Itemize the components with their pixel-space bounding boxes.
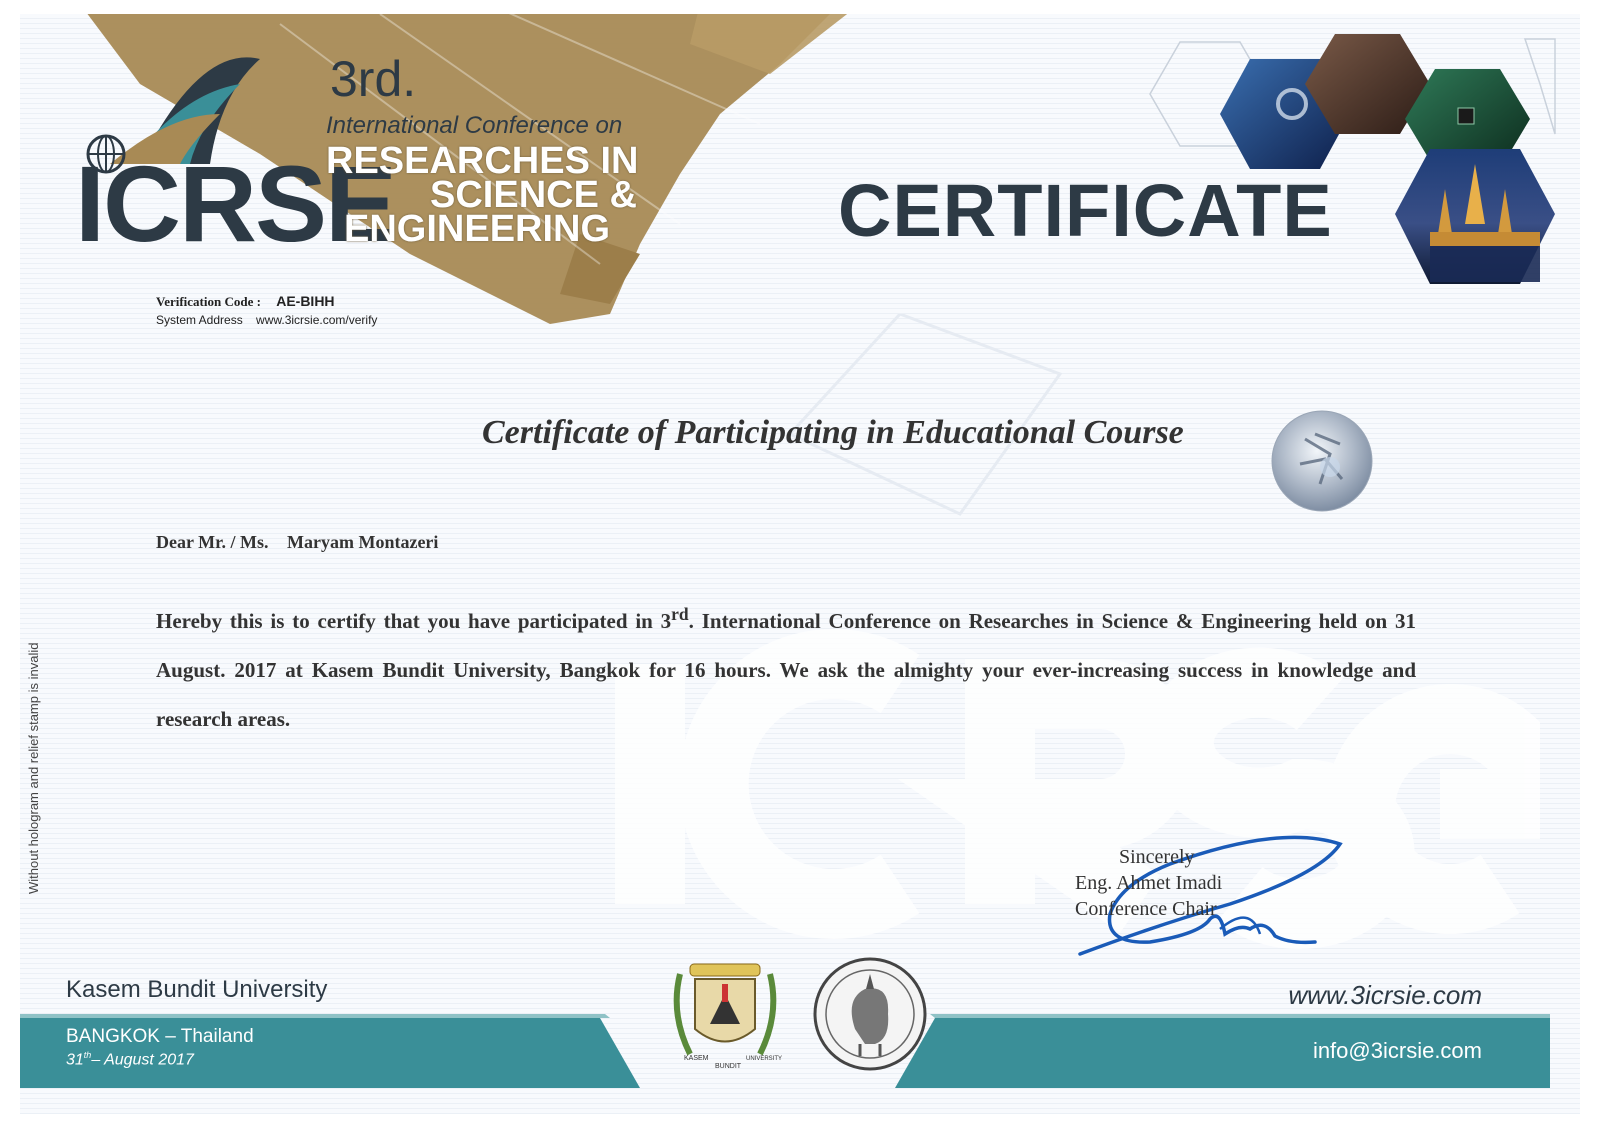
- date-suffix: th: [83, 1050, 92, 1060]
- email-address: info@3icrsie.com: [1312, 1038, 1482, 1063]
- event-date: [66, 1050, 194, 1069]
- verification-code-value: AE-BIHH: [276, 293, 335, 309]
- logo-wordmark: ICRSE: [75, 143, 396, 264]
- verification-code-label: Verification Code :: [156, 294, 261, 309]
- body-superscript: rd: [671, 604, 689, 624]
- conference-name-line-2: SCIENCE &: [430, 174, 637, 216]
- conference-line: International Conference on: [326, 112, 623, 139]
- body-part-2: . International Conference on Researches in Science & Engineering held on 31 August. 2017 at Kasem Bundit University, Bangkok for 16 hours. We ask the almighty your ever-increasing success in knowledge and research areas.: [156, 609, 1416, 731]
- certificate-paper: [20, 14, 1580, 1114]
- conference-edition: 3rd.: [330, 51, 417, 107]
- conference-name-line-3: ENGINEERING: [344, 208, 611, 250]
- date-rest: – August 2017: [91, 1051, 194, 1069]
- location-text: BANGKOK – Thailand: [66, 1026, 254, 1047]
- seal-label-bundit: BUNDIT: [715, 1063, 742, 1070]
- certificate-subtitle: Certificate of Participating in Educational Course: [482, 414, 1184, 451]
- validity-note: Without hologram and relief stamp is invalid: [26, 642, 41, 894]
- system-address-label: System Address: [156, 313, 243, 327]
- signature-name: Eng. Ahmet Imadi: [1075, 872, 1223, 894]
- date-day: 31: [66, 1051, 84, 1069]
- seal-label-university: UNIVERSITY: [746, 1056, 783, 1062]
- system-address-value: www.3icrsie.com/verify: [256, 313, 378, 327]
- body-part-1: Hereby this is to certify that you have participated in 3: [156, 609, 672, 633]
- recipient-name: Maryam Montazeri: [286, 532, 439, 552]
- seal-label-kasem: KASEM: [684, 1055, 709, 1062]
- seals-group: [660, 944, 960, 1084]
- university-name: Kasem Bundit University: [66, 976, 328, 1003]
- signature-closing: Sincerely: [1119, 846, 1195, 868]
- certificate-title: CERTIFICATE: [838, 169, 1333, 252]
- greeting-label: Dear Mr. / Ms.: [156, 532, 269, 552]
- signature-role: Conference Chair: [1075, 898, 1217, 920]
- website-link: www.3icrsie.com: [1288, 980, 1482, 1010]
- bangkok-city-seal: [815, 959, 925, 1069]
- university-crest-seal: [677, 964, 782, 1070]
- conference-name-line-1: RESEARCHES IN: [326, 140, 639, 182]
